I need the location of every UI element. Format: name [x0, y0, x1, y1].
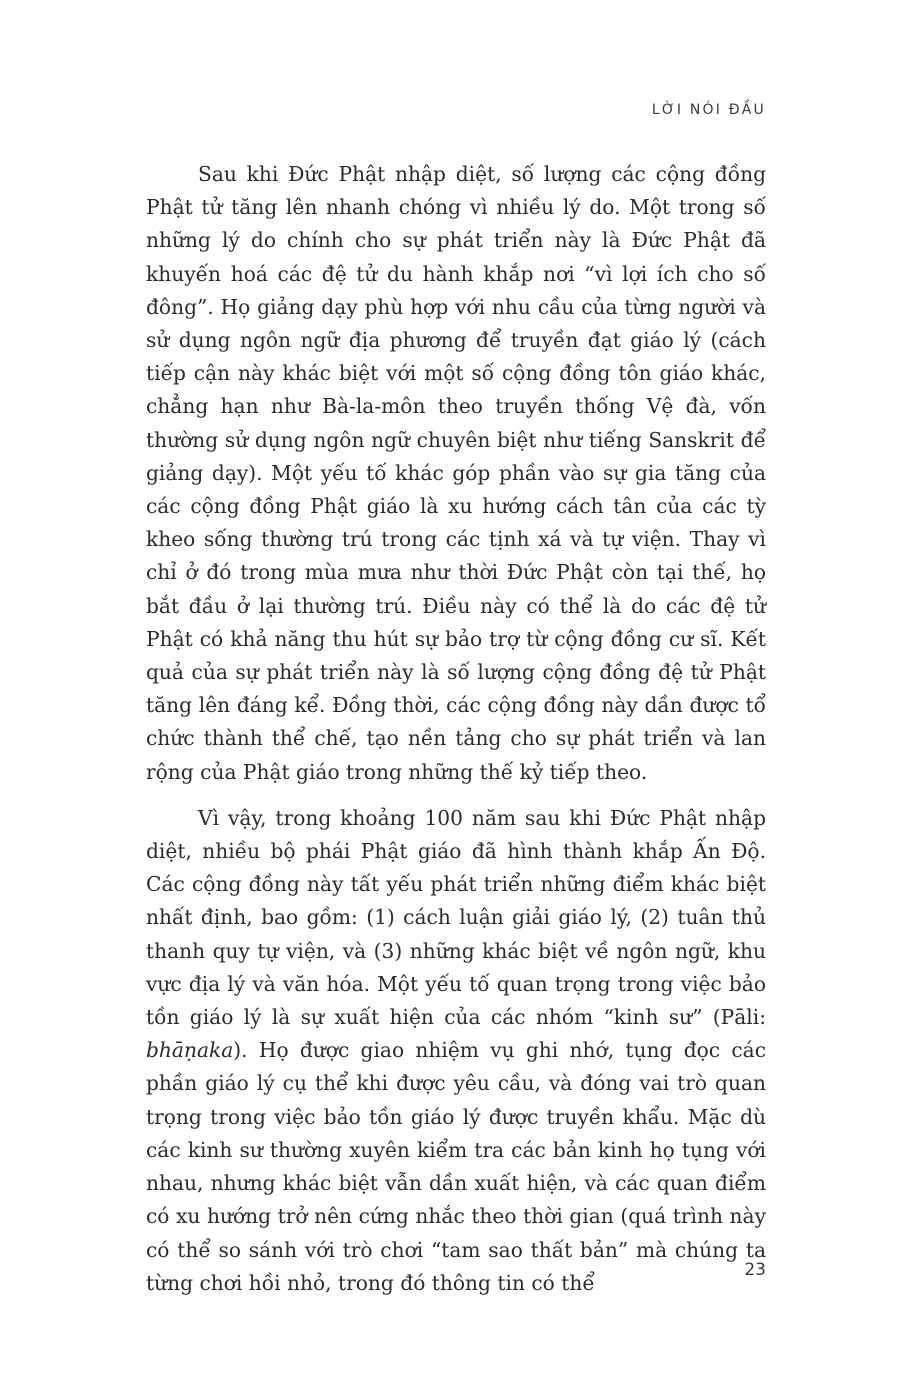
running-header: LỜI NÓI ĐẦU — [651, 102, 766, 118]
paragraph-2 — [146, 802, 766, 1300]
pali-term: bhāṇaka — [146, 1038, 234, 1063]
paragraph-2-text-start: Vì vậy, trong khoảng 100 năm sau khi Đức Phật nhập diệt, nhiều bộ phái Phật giáo đã hình thành khắp Ấn Độ. Các cộng đồng này tất yếu phát triển những điểm khác biệt nhất định, bao gồm: (1) cách luận giải giáo lý, (2) tuân thủ thanh quy tự viện, và (3) những khác biệt về ngôn ngữ, khu vực địa lý và văn hóa. Một yếu tố quan trọng trong việc bảo tồn giáo lý là sự xuất hiện của các nhóm “kinh sư” (Pāli: — [146, 805, 766, 1030]
paragraph-1: Sau khi Đức Phật nhập diệt, số lượng các cộng đồng Phật tử tăng lên nhanh chóng vì nhiều lý do. Một trong số những lý do chính cho sự phát triển này là Đức Phật đã khuyến hoá các đệ tử du hành khắp nơi “vì lợi ích cho số đông”. Họ giảng dạy phù hợp với nhu cầu của từng người và sử dụng ngôn ngữ địa phương để truyền đạt giáo lý (cách tiếp cận này khác biệt với một số cộng đồng tôn giáo khác, chẳng hạn như Bà-la-môn theo truyền thống Vệ đà, vốn thường sử dụng ngôn ngữ chuyên biệt như tiếng Sanskrit để giảng dạy). Một yếu tố khác góp phần vào sự gia tăng của các cộng đồng Phật giáo là xu hướng cách tân của các tỳ kheo sống thường trú trong các tịnh xá và tự viện. Thay vì chỉ ở đó trong mùa mưa như thời Đức Phật còn tại thế, họ bắt đầu ở lại thường trú. Điều này có thể là do các đệ tử Phật có khả năng thu hút sự bảo trợ từ cộng đồng cư sĩ. Kết quả của sự phát triển này là số lượng cộng đồng đệ tử Phật tăng lên đáng kể. Đồng thời, các cộng đồng này dần được tổ chức thành thể chế, tạo nền tảng cho sự phát triển và lan rộng của Phật giáo trong những thế kỷ tiếp theo. — [146, 162, 766, 784]
page-number: 23 — [744, 1260, 766, 1280]
body-text — [146, 158, 766, 1300]
paragraph-2-text-end: ). Họ được giao nhiệm vụ ghi nhớ, tụng đọc các phần giáo lý cụ thể khi được yêu cầu, và đóng vai trò quan trọng trong việc bảo tồn giáo lý được truyền khẩu. Mặc dù các kinh sư thường xuyên kiểm tra các bản kinh họ tụng với nhau, nhưng khác biệt vẫn dần xuất hiện, và các quan điểm có xu hướng trở nên cứng nhắc theo thời gian (quá trình này có thể so sánh với trò chơi “tam sao thất bản” mà chúng ta từng chơi hồi nhỏ, trong đó thông tin có thể — [146, 1038, 766, 1295]
